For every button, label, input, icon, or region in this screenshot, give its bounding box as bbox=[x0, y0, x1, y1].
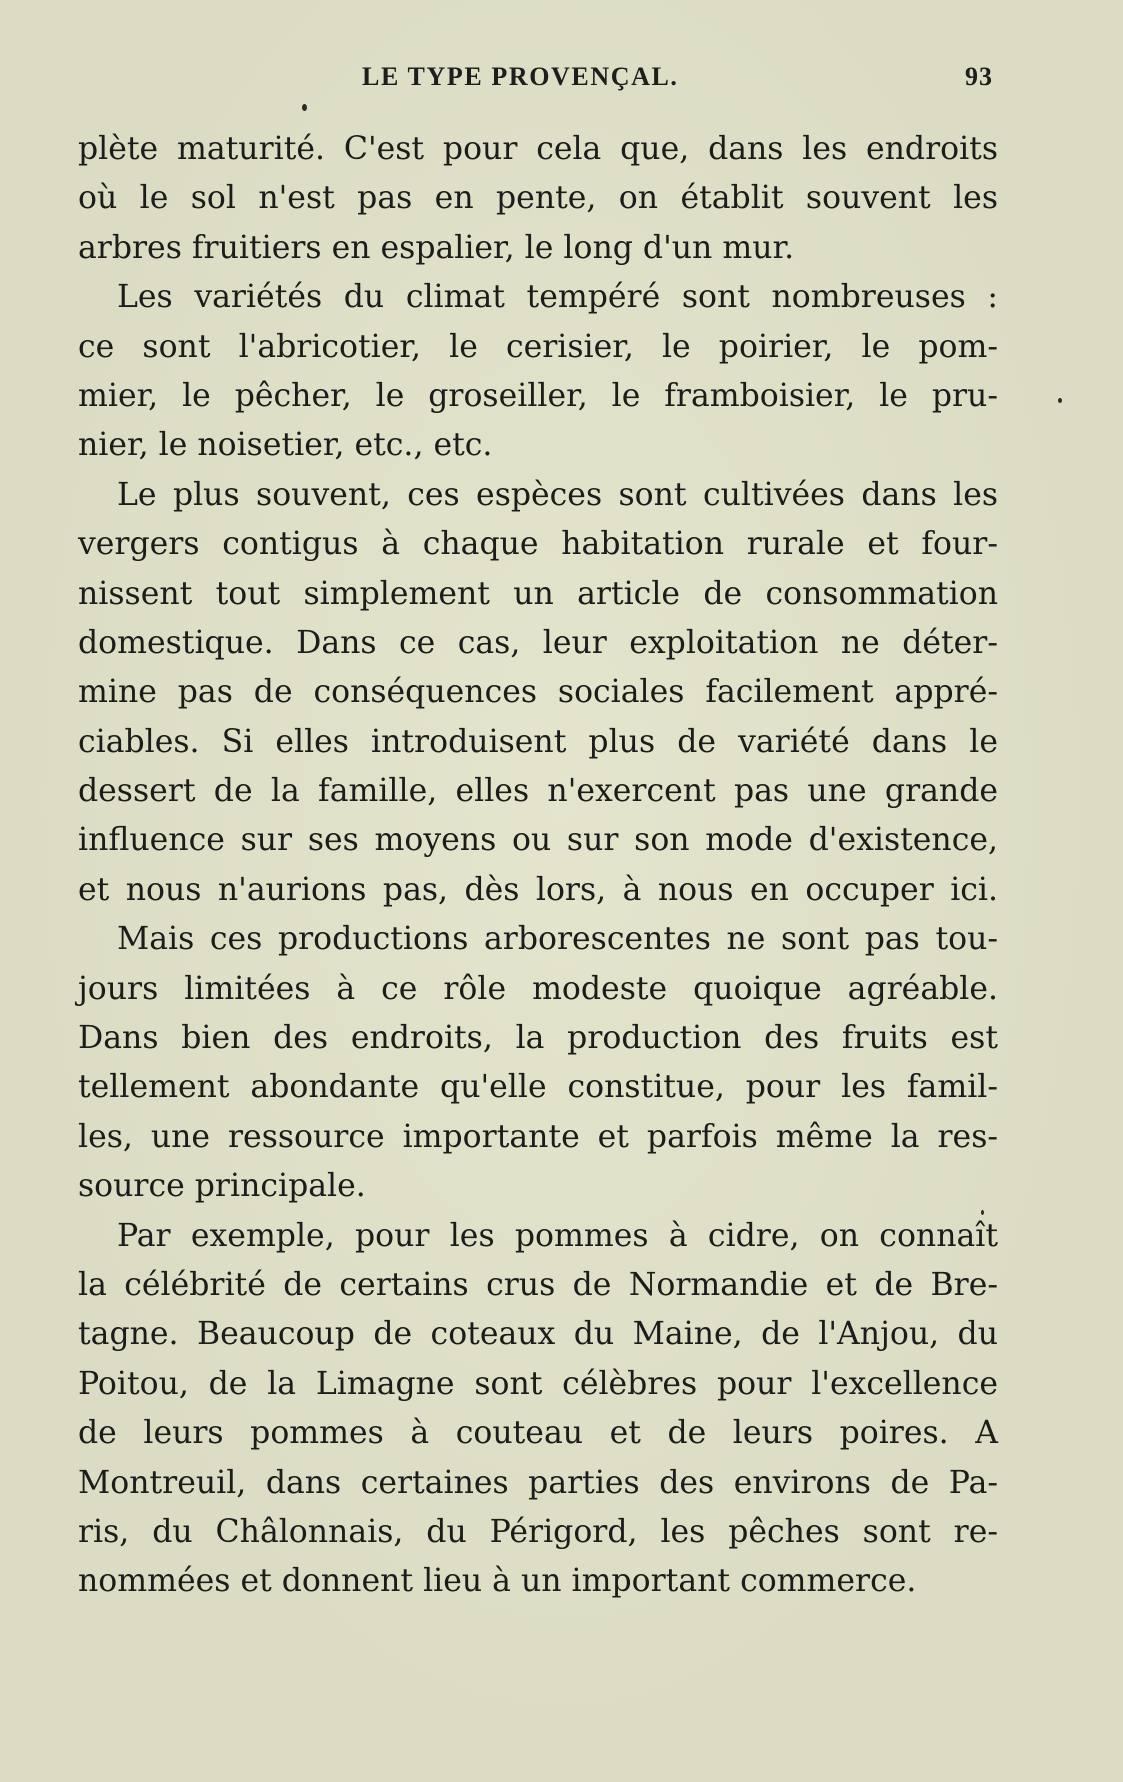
text-line: ris, du Châlonnais, du Périgord, les pêches sont re- bbox=[78, 1513, 998, 1550]
text-line: tellement abondante qu'elle constitue, pour les famil- bbox=[78, 1069, 998, 1106]
text-line: influence sur ses moyens ou sur son mode d'existence, bbox=[78, 822, 998, 859]
paragraph bbox=[78, 915, 998, 1211]
text-line: nissent tout simplement un article de consommation bbox=[78, 575, 998, 612]
text-line: vergers contigus à chaque habitation rurale et four- bbox=[78, 526, 998, 563]
text-line: domestique. Dans ce cas, leur exploitation ne déter- bbox=[78, 624, 998, 661]
text-line: dessert de la famille, elles n'exercent pas une grande bbox=[78, 773, 998, 810]
text-line: source principale. bbox=[78, 1168, 366, 1205]
text-line: tagne. Beaucoup de coteaux du Maine, de l'Anjou, du bbox=[78, 1316, 998, 1353]
running-title: LE TYPE PROVENÇAL. bbox=[362, 62, 679, 91]
body-text bbox=[78, 125, 998, 1607]
paragraph bbox=[78, 125, 998, 273]
text-line: les, une ressource importante et parfois même la res- bbox=[78, 1118, 998, 1155]
text-line: arbres fruitiers en espalier, le long d'un mur. bbox=[78, 229, 795, 266]
paper-speck bbox=[1058, 398, 1062, 403]
text-line: plète maturité. C'est pour cela que, dans les endroits bbox=[78, 131, 998, 167]
text-line: ce sont l'abricotier, le cerisier, le poirier, le pom- bbox=[78, 328, 998, 365]
text-line: Les variétés du climat tempéré sont nombreuses : bbox=[117, 279, 998, 316]
text-line: Le plus souvent, ces espèces sont cultivées dans les bbox=[117, 476, 998, 513]
text-line: mine pas de conséquences sociales facilement appré- bbox=[78, 674, 998, 711]
text-line: jours limitées à ce rôle modeste quoique agréable. bbox=[78, 970, 998, 1007]
text-line: nier, le noisetier, etc., etc. bbox=[78, 427, 493, 464]
text-line: Poitou, de la Limagne sont célèbres pour l'excellence bbox=[78, 1365, 998, 1402]
text-line: Montreuil, dans certaines parties des environs de Pa- bbox=[78, 1464, 998, 1501]
paragraph bbox=[78, 273, 998, 471]
text-line: et nous n'aurions pas, dès lors, à nous en occuper ici. bbox=[78, 871, 998, 908]
running-header bbox=[0, 62, 1123, 98]
text-line: ciables. Si elles introduisent plus de variété dans le bbox=[78, 723, 998, 760]
text-line: où le sol n'est pas en pente, on établit souvent les bbox=[78, 180, 998, 217]
page-number: 93 bbox=[965, 62, 993, 91]
text-line: nommées et donnent lieu à un important commerce. bbox=[78, 1563, 917, 1600]
paragraph bbox=[78, 471, 998, 916]
text-line: Dans bien des endroits, la production des fruits est bbox=[78, 1020, 998, 1057]
text-line: mier, le pêcher, le groseiller, le framboisier, le pru- bbox=[78, 377, 998, 414]
paper-speck bbox=[302, 104, 307, 111]
text-line: Mais ces productions arborescentes ne sont pas tou- bbox=[117, 921, 998, 958]
paragraph bbox=[78, 1212, 998, 1607]
text-line: Par exemple, pour les pommes à cidre, on connaît bbox=[117, 1217, 998, 1254]
text-line: de leurs pommes à couteau et de leurs poires. A bbox=[78, 1415, 998, 1452]
text-line: la célébrité de certains crus de Normandie et de Bre- bbox=[78, 1266, 998, 1303]
